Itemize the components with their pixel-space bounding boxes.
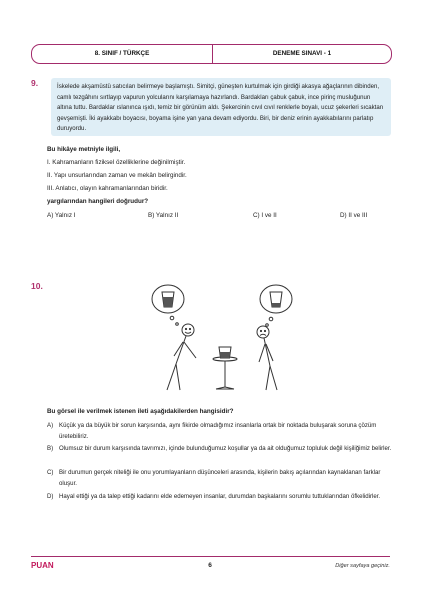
q10-option-c-letter: C) xyxy=(47,469,54,476)
statement-1: I. Kahramanların fiziksel özelliklerine değinilmiştir. xyxy=(47,159,186,166)
q10-option-d-letter: D) xyxy=(47,493,54,500)
q10-option-a-letter: A) xyxy=(47,422,54,429)
question-9-question: yargılarından hangileri doğrudur? xyxy=(47,198,149,205)
left-person-head xyxy=(182,324,194,336)
q10-option-d-text: Hayal ettiği ya da talep ettiği kadarını elde edemeyen insanlar, durumdan başkalarını sorumlu tuttuklarından öfkelidirler. xyxy=(59,493,381,500)
exam-label: DENEME SINAVI - 1 xyxy=(272,50,332,57)
q10-option-b[interactable] xyxy=(47,444,392,455)
q10-option-d[interactable] xyxy=(47,492,392,503)
footer-divider xyxy=(31,556,390,557)
question-10-number: 10. xyxy=(31,281,43,291)
question-9-passage: İskelede akşamüstü satıcıları belirmeye başlamıştı. Simitçi, güneşten kurtulmak için girdiği akasya ağaçlarının dibinden, camlı tezgâhını sırtlayıp vapurun yolcularını karşılamaya hazırlandı. Bardakları çabuk çabuk, ince pirinç musluğunun altına tuttu. Bardaklar ıslanınca ışıdı, temiz bir görünüm aldı. Şekercinin cıvıl cıvıl renklerle boyalı, ucuz şekerleri sıcaktan gevşemişti. İki ayakkabı boyacısı, boyama işine yan yana devam ediyordu. Biri, bir deniz erinin ayakkabılarını parlatıp duruyordu. xyxy=(51,78,391,136)
statement-3: III. Anlatıcı, olayın kahramanlarından biridir. xyxy=(47,185,168,192)
q10-option-b-text: Olumsuz bir durum karşısında tavrımızı, içinde bulunduğumuz koşullar ya da ait olduğumuz topluluk değil kişiliğimiz belirler. xyxy=(59,445,392,452)
page-header xyxy=(31,44,392,64)
q9-option-b[interactable]: B) Yalnız II xyxy=(148,212,179,219)
brand-logo: PUAN xyxy=(31,561,54,570)
q10-option-a-text: Küçük ya da büyük bir sorun karşısında, aynı fikirde olmadığımız insanlarla ortak bir noktada buluşarak soruna çözüm üretebiliriz. xyxy=(59,422,377,440)
q9-option-c[interactable]: C) I ve II xyxy=(253,212,277,219)
right-thought-bubble xyxy=(260,285,292,313)
question-9-number: 9. xyxy=(31,78,39,88)
next-page-note: Diğer sayfaya geçiniz. xyxy=(335,563,390,569)
q10-option-c-text: Bir durumun gerçek niteliği ile onu yorumlayanların düşünceleri arasında, kişilerin bakış açılarından kaynaklanan farklar oluşur. xyxy=(59,469,381,487)
q9-option-d[interactable]: D) II ve III xyxy=(340,212,368,219)
q10-option-b-letter: B) xyxy=(47,445,54,452)
question-9-stem-intro: Bu hikâye metniyle ilgili, xyxy=(47,146,121,153)
subject-label: 8. SINIF / TÜRKÇE xyxy=(94,50,150,57)
page-number: 6 xyxy=(208,562,212,569)
q10-option-a[interactable] xyxy=(47,421,392,443)
question-10-question: Bu görsel ile verilmek istenen ileti aşağıdakilerden hangisidir? xyxy=(47,408,234,415)
q10-option-c[interactable] xyxy=(47,468,392,490)
statement-2: II. Yapı unsurlarından zaman ve mekân belirgindir. xyxy=(47,172,187,179)
q9-option-a[interactable]: A) Yalnız I xyxy=(47,212,76,219)
right-person-head xyxy=(257,326,269,338)
stick-figures-illustration xyxy=(130,282,320,394)
